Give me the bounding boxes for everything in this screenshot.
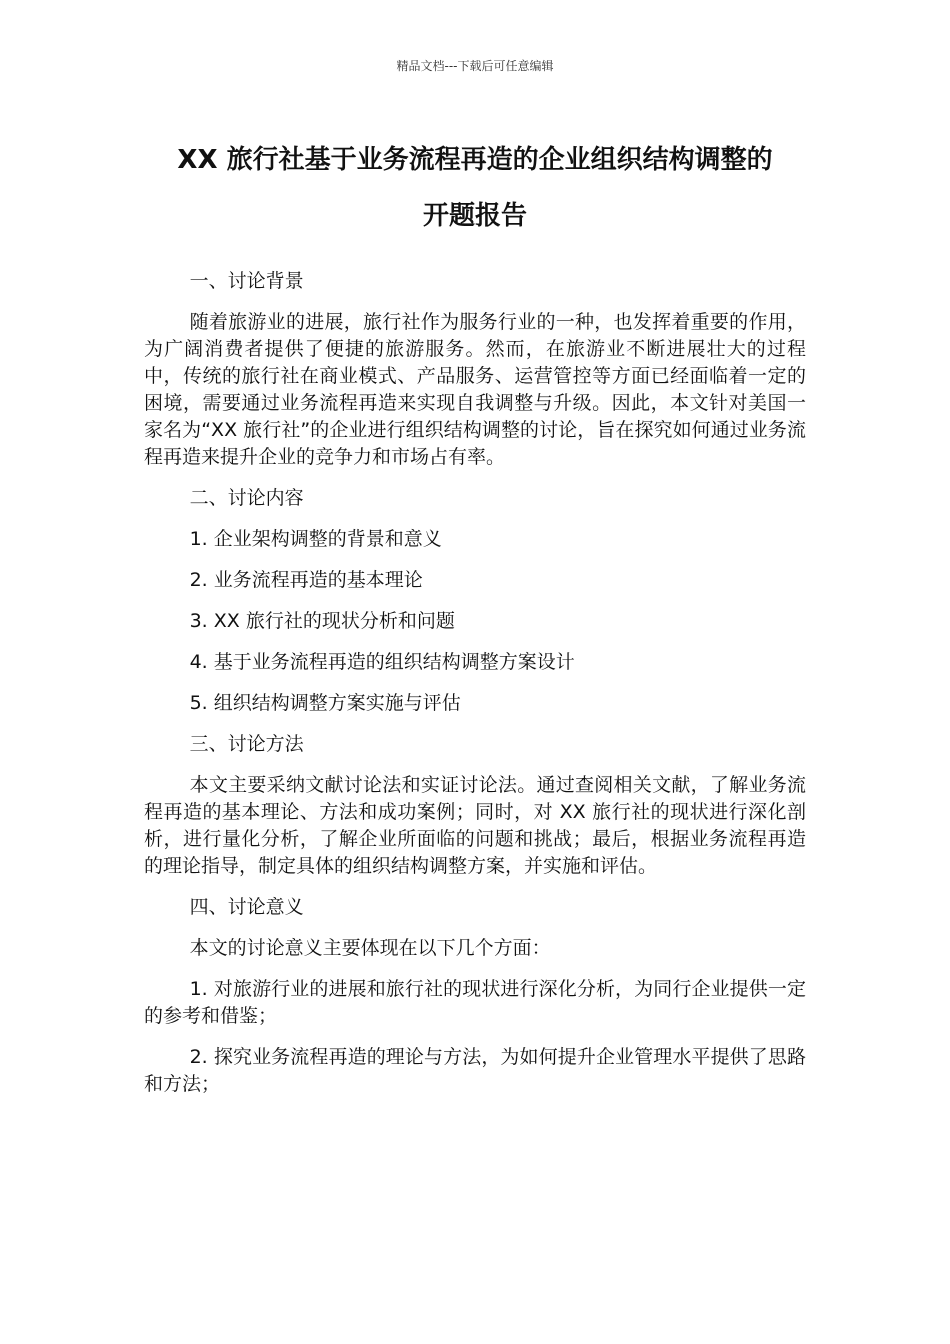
content-item-2: 2. 业务流程再造的基本理论 (189, 569, 423, 591)
document-body (144, 268, 806, 1112)
section-heading-significance: 四、讨论意义 (189, 896, 304, 918)
content-item-1: 1. 企业架构调整的背景和意义 (189, 528, 442, 550)
significance-intro: 本文的讨论意义主要体现在以下几个方面： (189, 937, 551, 959)
title-line-2: 开题报告 (422, 201, 527, 231)
header-note: 精品文档---下载后可任意编辑 (396, 59, 554, 73)
title-line-1: XX 旅行社基于业务流程再造的企业组织结构调整的 (177, 145, 773, 175)
section-heading-background: 一、讨论背景 (189, 270, 304, 292)
content-item-3: 3. XX 旅行社的现状分析和问题 (189, 610, 455, 632)
method-paragraph: 本文主要采纳文献讨论法和实证讨论法。通过查阅相关文献，了解业务流程再造的基本理论、方法和成功案例；同时，对 XX 旅行社的现状进行深化剖析，进行量化分析，了解企业所面临的问题和挑战；最后，根据业务流程再造的理论指导，制定具体的组织结构调整方案，并实施和评估。 (144, 774, 806, 877)
content-item-5: 5. 组织结构调整方案实施与评估 (189, 692, 461, 714)
background-paragraph: 随着旅游业的进展，旅行社作为服务行业的一种，也发挥着重要的作用，为广阔消费者提供了便捷的旅游服务。然而，在旅游业不断进展壮大的过程中，传统的旅行社在商业模式、产品服务、运营管控等方面已经面临着一定的困境，需要通过业务流程再造来实现自我调整与升级。因此，本文针对美国一家名为“XX 旅行社”的企业进行组织结构调整的讨论，旨在探究如何通过业务流程再造来提升企业的竞争力和市场占有率。 (144, 311, 806, 468)
section-heading-content: 二、讨论内容 (189, 487, 304, 509)
content-item-4: 4. 基于业务流程再造的组织结构调整方案设计 (189, 651, 575, 673)
document-title (130, 132, 820, 244)
significance-item-1: 1. 对旅游行业的进展和旅行社的现状进行深化分析，为同行企业提供一定的参考和借鉴； (144, 978, 806, 1027)
section-heading-method: 三、讨论方法 (189, 733, 304, 755)
significance-item-2: 2. 探究业务流程再造的理论与方法，为如何提升企业管理水平提供了思路和方法； (144, 1046, 806, 1095)
